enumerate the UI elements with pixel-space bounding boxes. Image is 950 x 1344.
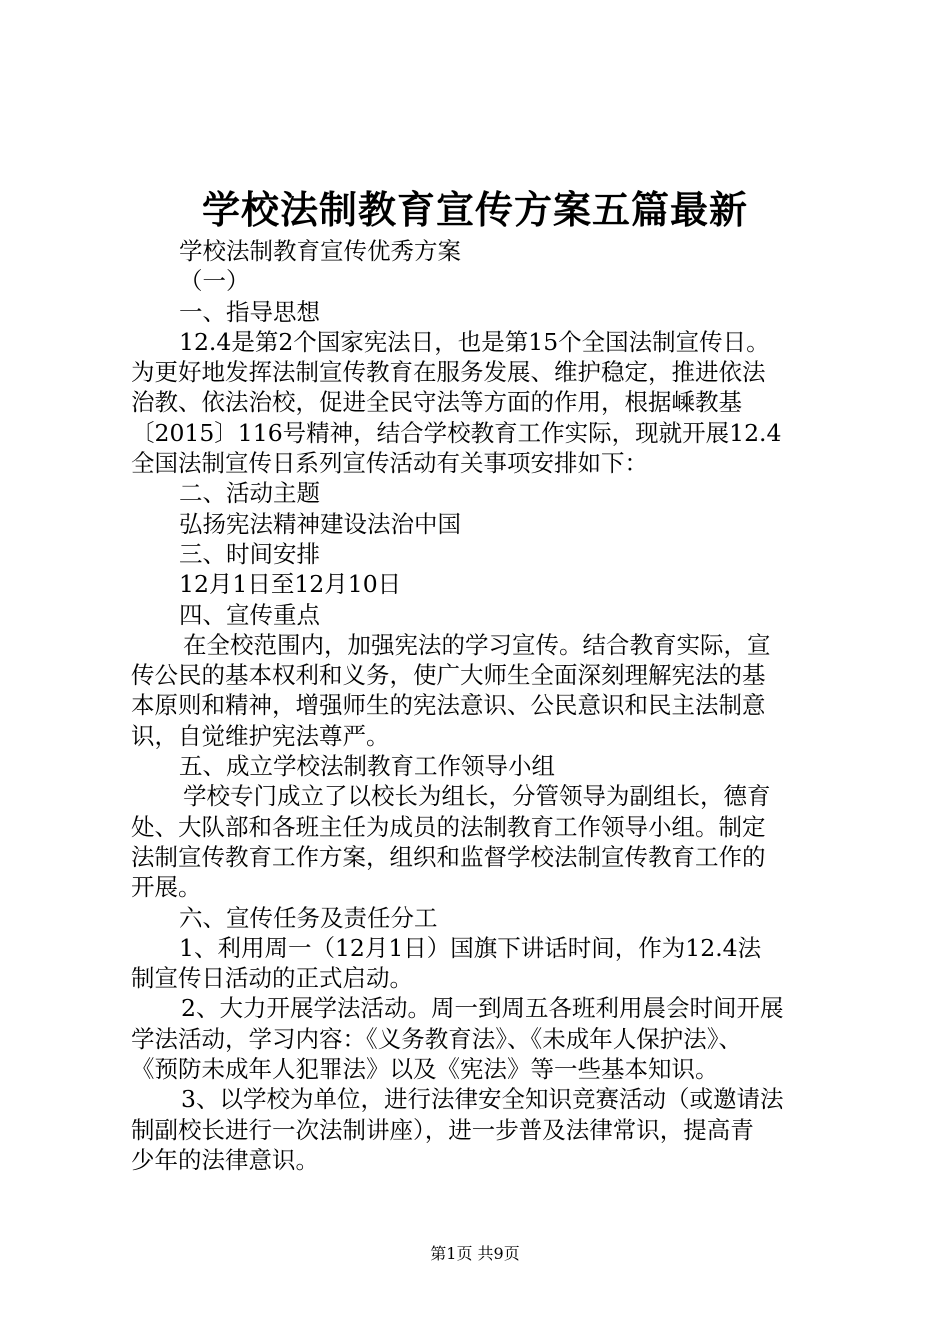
heading-leadership-group: 五、成立学校法制教育工作领导小组 (179, 752, 555, 781)
paragraph-line: 2、大力开展学法活动。周一到周五各班利用晨会时间开展 (181, 994, 784, 1023)
paragraph-line: 法制宣传教育工作方案，组织和监督学校法制宣传教育工作的 (131, 842, 766, 871)
paragraph-line: 学法活动，学习内容：《义务教育法》、《未成年人保护法》、 (131, 1024, 742, 1053)
heading-focus: 四、宣传重点 (179, 600, 320, 629)
paragraph-line: 制宣传日活动的正式启动。 (131, 964, 413, 993)
paragraph-line: 制副校长进行一次法制讲座），进一步普及法律常识，提高青 (131, 1115, 754, 1144)
paragraph-line: 1、利用周一（12月1日）国旗下讲话时间，作为12.4法 (179, 933, 762, 962)
paragraph-line: 治教、依法治校，促进全民守法等方面的作用，根据嵊教基 (131, 388, 742, 417)
paragraph-line: 传公民的基本权利和义务，使广大师生全面深刻理解宪法的基 (131, 661, 766, 690)
paragraph-line: 全国法制宣传日系列宣传活动有关事项安排如下： (131, 449, 648, 478)
paragraph-line: 处、大队部和各班主任为成员的法制教育工作领导小组。制定 (131, 812, 766, 841)
document-body (131, 236, 831, 1175)
paragraph-line: 开展。 (131, 873, 202, 902)
paragraph-line: 本原则和精神，增强师生的宪法意识、公民意识和民主法制意 (131, 691, 766, 720)
document-title: 学校法制教育宣传方案五篇最新 (201, 187, 748, 232)
paragraph-line: 在全校范围内，加强宪法的学习宣传。结合教育实际，宣 (183, 630, 771, 659)
section-number-line: （一） (179, 267, 250, 296)
paragraph-line: 为更好地发挥法制宣传教育在服务发展、维护稳定，推进依法 (131, 358, 766, 387)
paragraph-line: 学校专门成立了以校长为组长，分管领导为副组长，德育 (183, 782, 771, 811)
heading-schedule: 三、时间安排 (179, 539, 320, 568)
page-footer: 第1页 共9页 (430, 1244, 520, 1263)
heading-tasks: 六、宣传任务及责任分工 (179, 903, 438, 932)
paragraph-line: 12月1日至12月10日 (179, 570, 402, 599)
paragraph-line: 12.4是第2个国家宪法日，也是第15个全国法制宣传日。 (179, 327, 770, 356)
paragraph-line: 《预防未成年人犯罪法》以及《宪法》等一些基本知识。 (131, 1055, 719, 1084)
paragraph-line: 少年的法律意识。 (131, 1145, 319, 1174)
subtitle-line: 学校法制教育宣传优秀方案 (179, 237, 461, 265)
paragraph-line: 识，自觉维护宪法尊严。 (131, 721, 390, 750)
paragraph-line: 〔2015〕116号精神，结合学校教育工作实际，现就开展12.4 (131, 418, 782, 447)
heading-activity-theme: 二、活动主题 (179, 479, 320, 508)
paragraph-line: 弘扬宪法精神建设法治中国 (179, 509, 461, 538)
heading-guiding-thought: 一、指导思想 (179, 297, 320, 326)
paragraph-line: 3、以学校为单位，进行法律安全知识竞赛活动（或邀请法 (181, 1085, 784, 1114)
